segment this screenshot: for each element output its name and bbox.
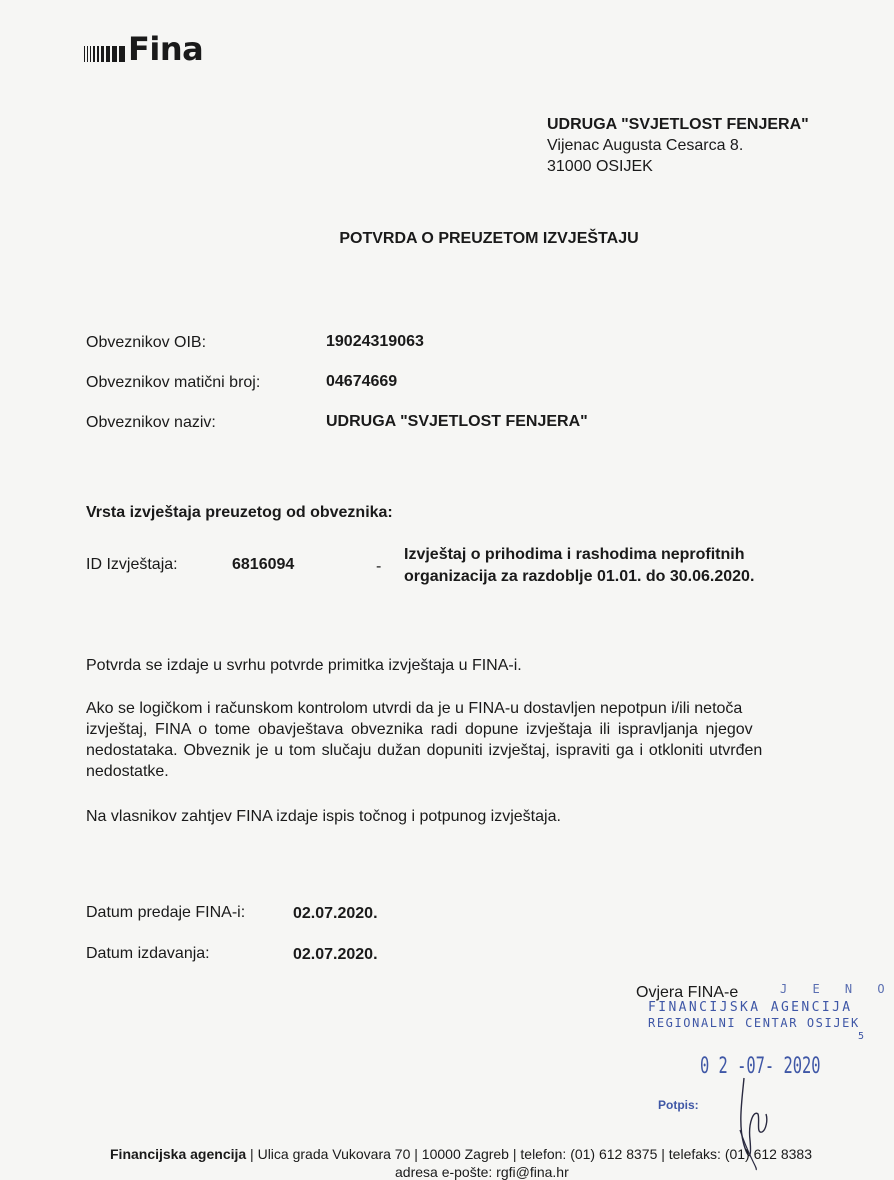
paragraph-control-line4: nedostatke. <box>86 763 169 780</box>
paragraph-owner-request: Na vlasnikov zahtjev FINA izdaje ispis točnog i potpunog izvještaja. <box>86 808 561 825</box>
report-description-line2: organizacija za razdoblje 01.01. do 30.06.2020. <box>404 568 755 585</box>
signature-label: Potpis: <box>658 1098 699 1112</box>
report-description <box>404 544 754 588</box>
oib-value: 19024319063 <box>326 333 424 350</box>
footer-email: adresa e-pošte: rgfi@fina.hr <box>395 1164 569 1180</box>
submission-date-value: 02.07.2020. <box>293 905 378 922</box>
stamp-line-top: J E N O <box>780 982 894 996</box>
paragraph-control-line2: izvještaj, FINA o tome obavještava obveznika radi dopune izvještaja ili ispravljanja njegov <box>86 721 753 738</box>
report-id-value: 6816094 <box>232 556 295 573</box>
paragraph-confirmation: Potvrda se izdaje u svrhu potvrde primitka izvještaja u FINA-i. <box>86 657 522 674</box>
registration-number-label: Obveznikov matični broj: <box>86 374 261 391</box>
logo-text: Fina <box>128 30 204 68</box>
stamp-regional-center: REGIONALNI CENTAR OSIJEK <box>648 1016 860 1030</box>
recipient-name: UDRUGA "SVJETLOST FENJERA" <box>547 116 809 133</box>
footer-org: Financijska agencija <box>110 1146 247 1162</box>
report-dash: - <box>376 558 382 575</box>
submission-date-label: Datum predaje FINA-i: <box>86 904 246 921</box>
stamp-number: 5 <box>858 1031 868 1042</box>
fina-logo <box>84 30 204 68</box>
issue-date-value: 02.07.2020. <box>293 946 378 963</box>
footer-contact: | Ulica grada Vukovara 70 | 10000 Zagreb | telefon: (01) 612 8375 | telefaks: (01) 612 8383 <box>246 1146 813 1162</box>
date-stamp: 0 2 -07- 2020 <box>700 1054 821 1079</box>
oib-label: Obveznikov OIB: <box>86 334 207 351</box>
document-title: POTVRDA O PREUZETOM IZVJEŠTAJU <box>339 230 639 247</box>
taxpayer-name-value: UDRUGA "SVJETLOST FENJERA" <box>326 413 588 430</box>
report-id-label: ID Izvještaja: <box>86 556 178 573</box>
recipient-street: Vijenac Augusta Cesarca 8. <box>547 137 744 154</box>
issue-date-label: Datum izdavanja: <box>86 945 210 962</box>
paragraph-control-line1: Ako se logičkom i računskom kontrolom utvrdi da je u FINA-u dostavljen nepotpun i/ili netoča <box>86 700 743 717</box>
footer-line1 <box>110 1146 812 1162</box>
stamp-agency: FINANCIJSKA AGENCIJA <box>648 1000 853 1015</box>
report-type-heading: Vrsta izvještaja preuzetog od obveznika: <box>86 504 393 521</box>
report-description-line1: Izvještaj o prihodima i rashodima neprofitnih <box>404 546 745 563</box>
recipient-address <box>547 114 809 177</box>
paragraph-control-line3: nedostataka. Obveznik je u tom slučaju dužan dopuniti izvještaj, ispraviti ga i otkloniti utvrđen <box>86 742 763 759</box>
taxpayer-name-label: Obveznikov naziv: <box>86 414 216 431</box>
verification-label: Ovjera FINA-e <box>636 984 739 1001</box>
registration-number-value: 04674669 <box>326 373 398 390</box>
recipient-city: 31000 OSIJEK <box>547 158 653 175</box>
paragraph-control <box>86 698 762 782</box>
logo-bars-icon <box>84 46 125 62</box>
